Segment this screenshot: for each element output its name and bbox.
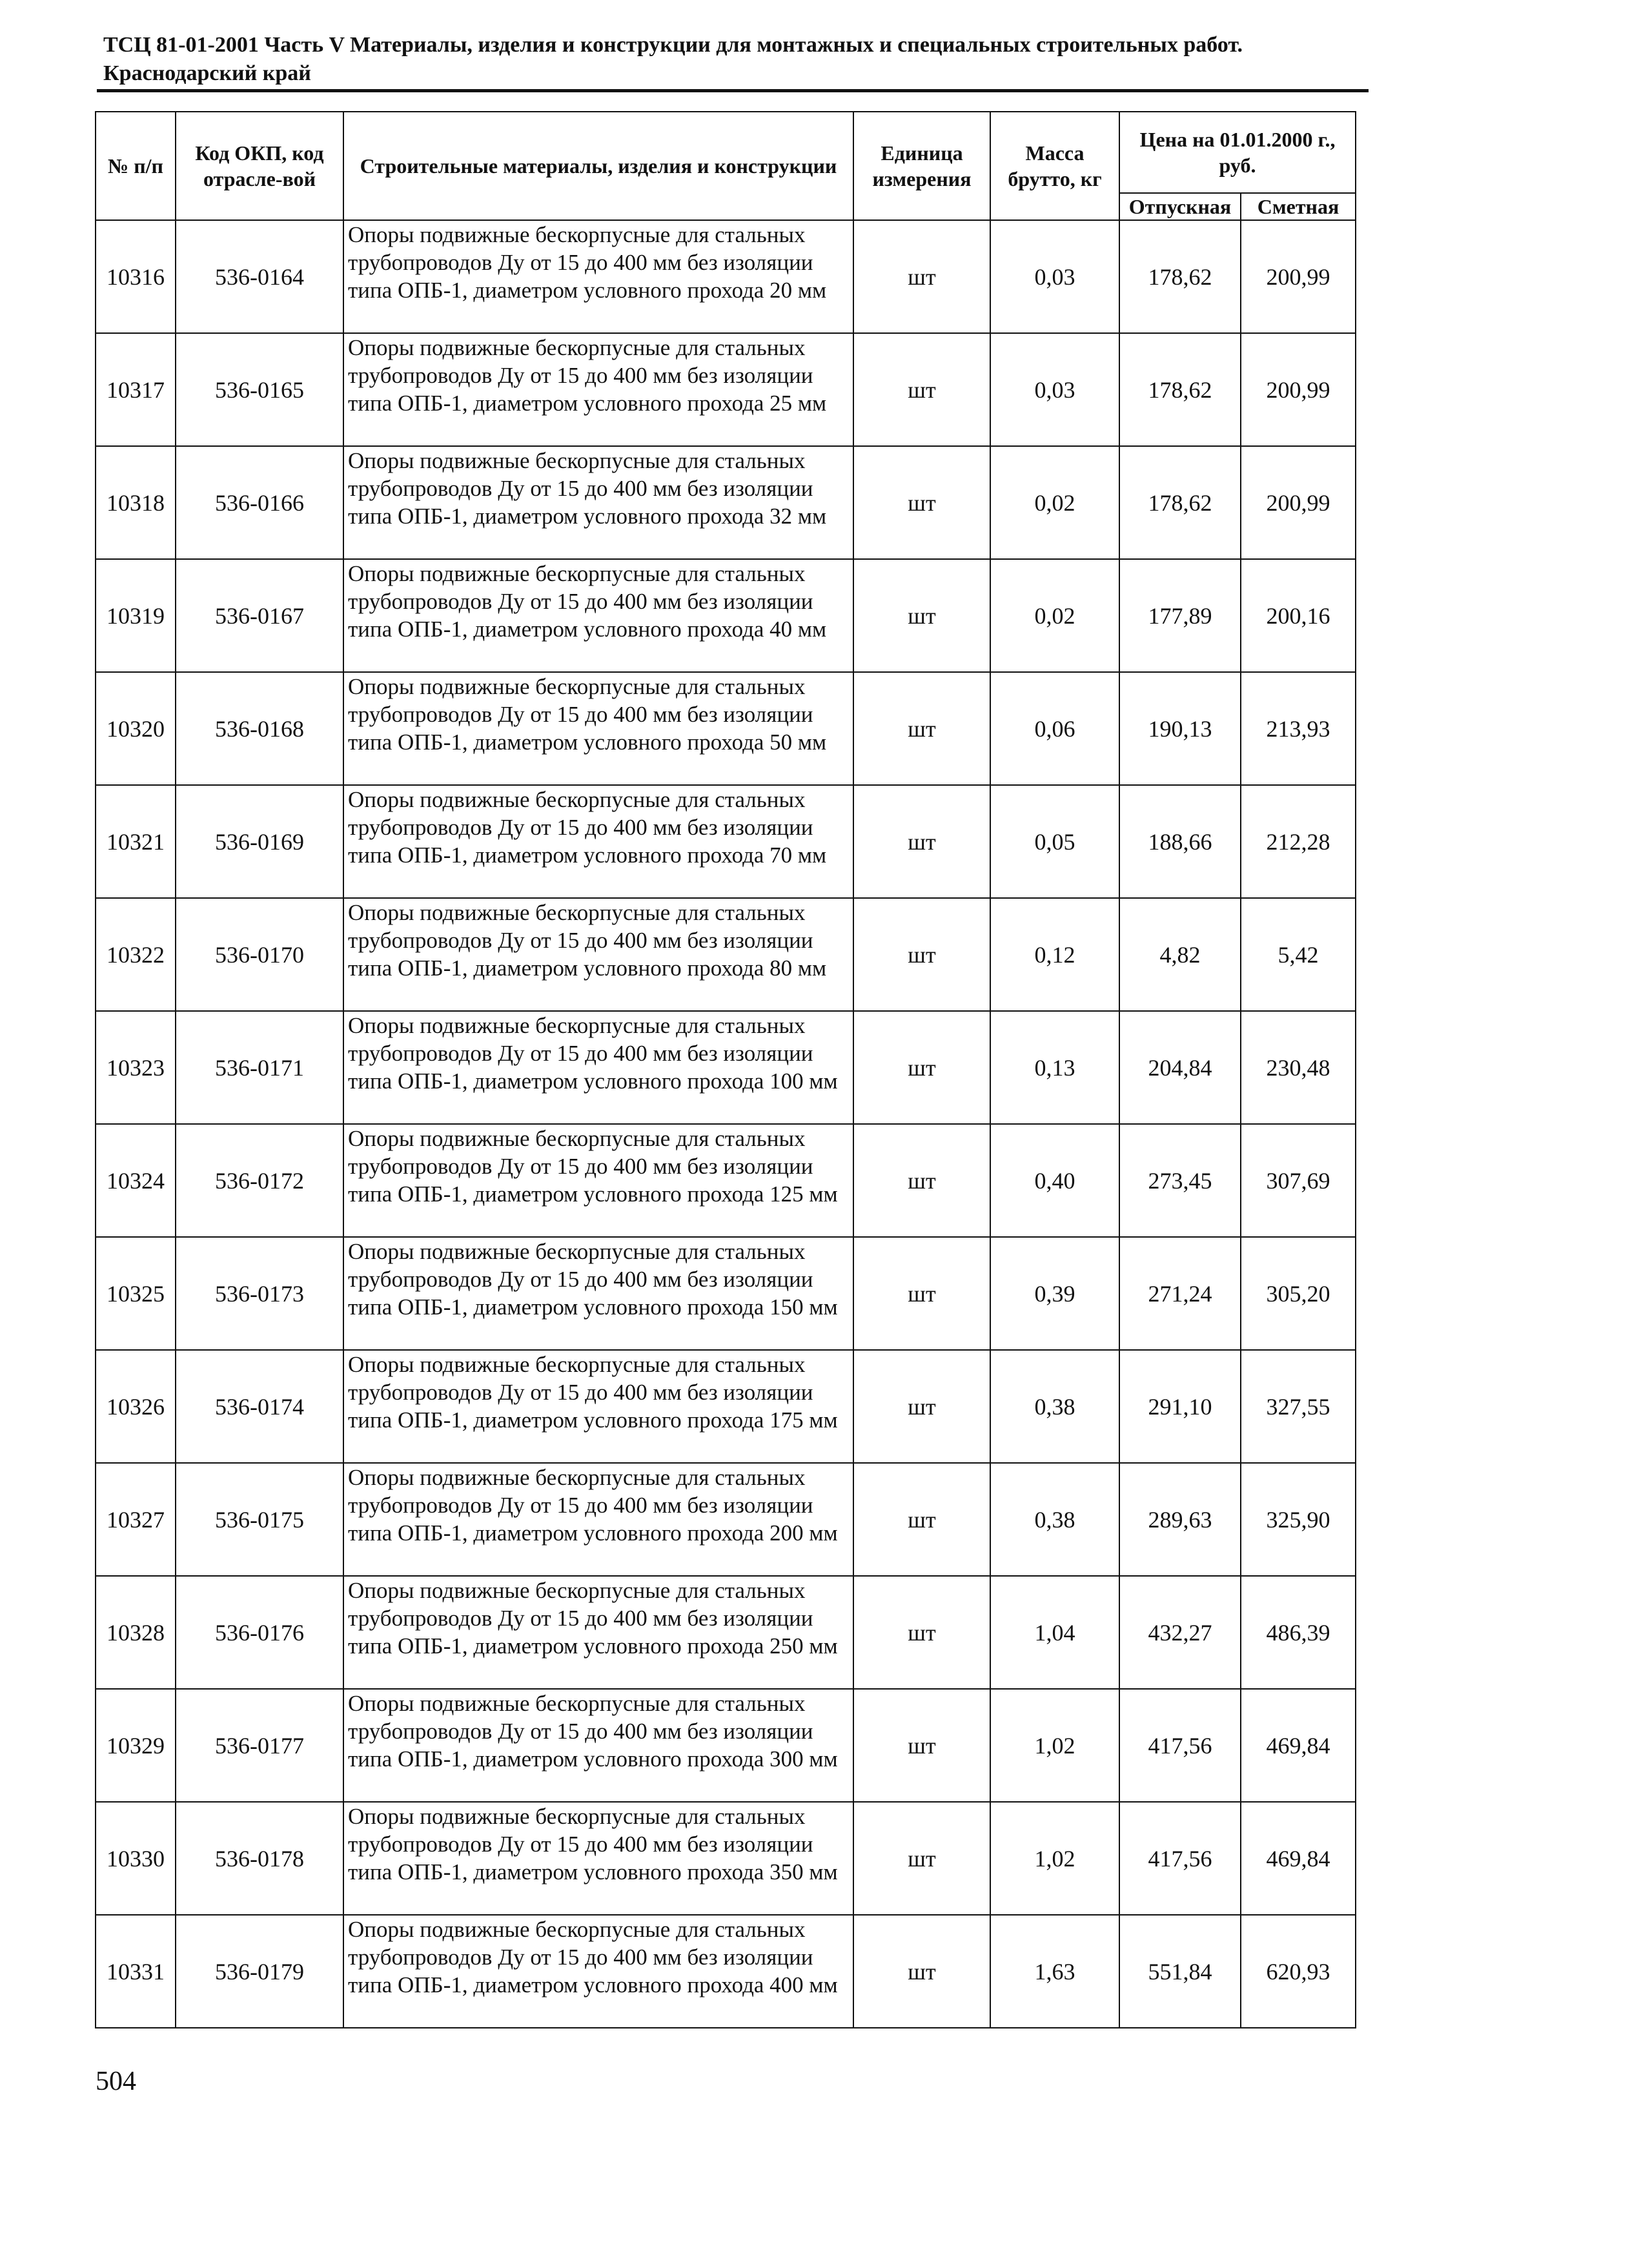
header-divider	[97, 89, 1369, 92]
cell-price-release: 178,62	[1119, 446, 1241, 559]
cell-unit: шт	[853, 1350, 990, 1463]
cell-unit: шт	[853, 1463, 990, 1576]
cell-unit: шт	[853, 220, 990, 333]
cell-unit: шт	[853, 1124, 990, 1237]
column-header-price-release: Отпускная	[1119, 193, 1241, 220]
column-header-price-estimate: Сметная	[1241, 193, 1356, 220]
header-title: ТСЦ 81-01-2001 Часть V Материалы, изделия и конструкции для монтажных и специальных строительных работ.	[103, 33, 1243, 57]
cell-num: 10324	[96, 1124, 176, 1237]
cell-mass: 0,05	[990, 785, 1119, 898]
cell-unit: шт	[853, 1011, 990, 1124]
cell-price-estimate: 486,39	[1241, 1576, 1356, 1689]
cell-price-estimate: 469,84	[1241, 1802, 1356, 1915]
cell-num: 10328	[96, 1576, 176, 1689]
cell-code: 536-0169	[176, 785, 343, 898]
column-header-mass: Масса брутто, кг	[990, 112, 1119, 220]
cell-unit: шт	[853, 785, 990, 898]
cell-price-release: 417,56	[1119, 1689, 1241, 1802]
cell-num: 10316	[96, 220, 176, 333]
cell-name: Опоры подвижные бескорпусные для стальных трубопроводов Ду от 15 до 400 мм без изоляции типа ОПБ-1, диаметром условного прохода 70 мм	[343, 785, 853, 898]
cell-code: 536-0171	[176, 1011, 343, 1124]
cell-code: 536-0178	[176, 1802, 343, 1915]
cell-mass: 1,04	[990, 1576, 1119, 1689]
table-row	[96, 785, 1356, 898]
cell-price-estimate: 325,90	[1241, 1463, 1356, 1576]
cell-price-release: 289,63	[1119, 1463, 1241, 1576]
cell-mass: 0,02	[990, 559, 1119, 672]
cell-name: Опоры подвижные бескорпусные для стальных трубопроводов Ду от 15 до 400 мм без изоляции типа ОПБ-1, диаметром условного прохода 175 мм	[343, 1350, 853, 1463]
cell-price-estimate: 213,93	[1241, 672, 1356, 785]
document-header	[103, 31, 1362, 88]
cell-mass: 0,06	[990, 672, 1119, 785]
cell-mass: 0,13	[990, 1011, 1119, 1124]
column-header-num: № п/п	[96, 112, 176, 220]
cell-code: 536-0174	[176, 1350, 343, 1463]
cell-unit: шт	[853, 333, 990, 446]
table-row	[96, 898, 1356, 1011]
table-row	[96, 1124, 1356, 1237]
cell-mass: 0,40	[990, 1124, 1119, 1237]
cell-price-release: 190,13	[1119, 672, 1241, 785]
cell-num: 10318	[96, 446, 176, 559]
cell-price-estimate: 230,48	[1241, 1011, 1356, 1124]
cell-num: 10322	[96, 898, 176, 1011]
cell-code: 536-0176	[176, 1576, 343, 1689]
cell-name: Опоры подвижные бескорпусные для стальных трубопроводов Ду от 15 до 400 мм без изоляции типа ОПБ-1, диаметром условного прохода 300 мм	[343, 1689, 853, 1802]
cell-code: 536-0172	[176, 1124, 343, 1237]
column-header-unit: Единица измерения	[853, 112, 990, 220]
cell-unit: шт	[853, 559, 990, 672]
cell-num: 10323	[96, 1011, 176, 1124]
cell-mass: 0,03	[990, 333, 1119, 446]
cell-name: Опоры подвижные бескорпусные для стальных трубопроводов Ду от 15 до 400 мм без изоляции типа ОПБ-1, диаметром условного прохода 350 мм	[343, 1802, 853, 1915]
table-row	[96, 1915, 1356, 2028]
cell-price-estimate: 305,20	[1241, 1237, 1356, 1350]
cell-name: Опоры подвижные бескорпусные для стальных трубопроводов Ду от 15 до 400 мм без изоляции типа ОПБ-1, диаметром условного прохода 200 мм	[343, 1463, 853, 1576]
cell-mass: 0,38	[990, 1463, 1119, 1576]
cell-price-release: 551,84	[1119, 1915, 1241, 2028]
cell-price-release: 178,62	[1119, 333, 1241, 446]
cell-name: Опоры подвижные бескорпусные для стальных трубопроводов Ду от 15 до 400 мм без изоляции типа ОПБ-1, диаметром условного прохода 25 мм	[343, 333, 853, 446]
cell-price-release: 204,84	[1119, 1011, 1241, 1124]
cell-price-release: 4,82	[1119, 898, 1241, 1011]
cell-mass: 1,02	[990, 1802, 1119, 1915]
cell-price-estimate: 212,28	[1241, 785, 1356, 898]
cell-unit: шт	[853, 446, 990, 559]
cell-code: 536-0165	[176, 333, 343, 446]
cell-price-estimate: 620,93	[1241, 1915, 1356, 2028]
cell-unit: шт	[853, 1576, 990, 1689]
cell-num: 10330	[96, 1802, 176, 1915]
cell-name: Опоры подвижные бескорпусные для стальных трубопроводов Ду от 15 до 400 мм без изоляции типа ОПБ-1, диаметром условного прохода 100 мм	[343, 1011, 853, 1124]
cell-code: 536-0179	[176, 1915, 343, 2028]
cell-price-estimate: 200,99	[1241, 220, 1356, 333]
cell-mass: 0,39	[990, 1237, 1119, 1350]
cell-code: 536-0175	[176, 1463, 343, 1576]
table-row	[96, 559, 1356, 672]
table-row	[96, 672, 1356, 785]
cell-price-estimate: 200,16	[1241, 559, 1356, 672]
cell-price-release: 291,10	[1119, 1350, 1241, 1463]
table-row	[96, 1350, 1356, 1463]
cell-code: 536-0177	[176, 1689, 343, 1802]
cell-name: Опоры подвижные бескорпусные для стальных трубопроводов Ду от 15 до 400 мм без изоляции типа ОПБ-1, диаметром условного прохода 32 мм	[343, 446, 853, 559]
cell-mass: 0,02	[990, 446, 1119, 559]
cell-num: 10331	[96, 1915, 176, 2028]
cell-mass: 0,38	[990, 1350, 1119, 1463]
cell-unit: шт	[853, 898, 990, 1011]
cell-code: 536-0170	[176, 898, 343, 1011]
cell-name: Опоры подвижные бескорпусные для стальных трубопроводов Ду от 15 до 400 мм без изоляции типа ОПБ-1, диаметром условного прохода 20 мм	[343, 220, 853, 333]
cell-name: Опоры подвижные бескорпусные для стальных трубопроводов Ду от 15 до 400 мм без изоляции типа ОПБ-1, диаметром условного прохода 80 мм	[343, 898, 853, 1011]
cell-price-release: 432,27	[1119, 1576, 1241, 1689]
page-number: 504	[96, 2067, 136, 2096]
cell-price-release: 178,62	[1119, 220, 1241, 333]
table-row	[96, 1237, 1356, 1350]
cell-num: 10319	[96, 559, 176, 672]
cell-price-release: 273,45	[1119, 1124, 1241, 1237]
table-row	[96, 1463, 1356, 1576]
cell-price-estimate: 327,55	[1241, 1350, 1356, 1463]
table-body	[96, 220, 1356, 2028]
cell-unit: шт	[853, 1802, 990, 1915]
cell-mass: 1,63	[990, 1915, 1119, 2028]
cell-name: Опоры подвижные бескорпусные для стальных трубопроводов Ду от 15 до 400 мм без изоляции типа ОПБ-1, диаметром условного прохода 125 мм	[343, 1124, 853, 1237]
cell-code: 536-0167	[176, 559, 343, 672]
cell-unit: шт	[853, 1689, 990, 1802]
price-table	[95, 111, 1356, 2028]
cell-name: Опоры подвижные бескорпусные для стальных трубопроводов Ду от 15 до 400 мм без изоляции типа ОПБ-1, диаметром условного прохода 40 мм	[343, 559, 853, 672]
cell-name: Опоры подвижные бескорпусные для стальных трубопроводов Ду от 15 до 400 мм без изоляции типа ОПБ-1, диаметром условного прохода 400 мм	[343, 1915, 853, 2028]
column-header-code: Код ОКП, код отрасле-вой	[176, 112, 343, 220]
cell-price-estimate: 5,42	[1241, 898, 1356, 1011]
cell-code: 536-0168	[176, 672, 343, 785]
table-row	[96, 220, 1356, 333]
cell-num: 10320	[96, 672, 176, 785]
column-header-name: Строительные материалы, изделия и конструкции	[343, 112, 853, 220]
cell-name: Опоры подвижные бескорпусные для стальных трубопроводов Ду от 15 до 400 мм без изоляции типа ОПБ-1, диаметром условного прохода 50 мм	[343, 672, 853, 785]
cell-price-release: 271,24	[1119, 1237, 1241, 1350]
cell-code: 536-0173	[176, 1237, 343, 1350]
table-row	[96, 446, 1356, 559]
cell-num: 10326	[96, 1350, 176, 1463]
cell-price-release: 188,66	[1119, 785, 1241, 898]
table-row	[96, 1689, 1356, 1802]
table-row	[96, 333, 1356, 446]
cell-price-estimate: 200,99	[1241, 333, 1356, 446]
cell-unit: шт	[853, 1237, 990, 1350]
cell-code: 536-0164	[176, 220, 343, 333]
cell-name: Опоры подвижные бескорпусные для стальных трубопроводов Ду от 15 до 400 мм без изоляции типа ОПБ-1, диаметром условного прохода 150 мм	[343, 1237, 853, 1350]
cell-unit: шт	[853, 672, 990, 785]
table-row	[96, 1802, 1356, 1915]
cell-price-estimate: 307,69	[1241, 1124, 1356, 1237]
cell-price-estimate: 200,99	[1241, 446, 1356, 559]
cell-code: 536-0166	[176, 446, 343, 559]
cell-price-release: 177,89	[1119, 559, 1241, 672]
cell-unit: шт	[853, 1915, 990, 2028]
cell-num: 10317	[96, 333, 176, 446]
header-region: Краснодарский край	[103, 61, 311, 85]
cell-price-estimate: 469,84	[1241, 1689, 1356, 1802]
cell-num: 10329	[96, 1689, 176, 1802]
cell-mass: 0,12	[990, 898, 1119, 1011]
cell-mass: 0,03	[990, 220, 1119, 333]
table-row	[96, 1011, 1356, 1124]
cell-num: 10321	[96, 785, 176, 898]
cell-price-release: 417,56	[1119, 1802, 1241, 1915]
cell-mass: 1,02	[990, 1689, 1119, 1802]
table-row	[96, 1576, 1356, 1689]
cell-name: Опоры подвижные бескорпусные для стальных трубопроводов Ду от 15 до 400 мм без изоляции типа ОПБ-1, диаметром условного прохода 250 мм	[343, 1576, 853, 1689]
column-header-price: Цена на 01.01.2000 г., руб.	[1119, 112, 1356, 193]
cell-num: 10325	[96, 1237, 176, 1350]
cell-num: 10327	[96, 1463, 176, 1576]
